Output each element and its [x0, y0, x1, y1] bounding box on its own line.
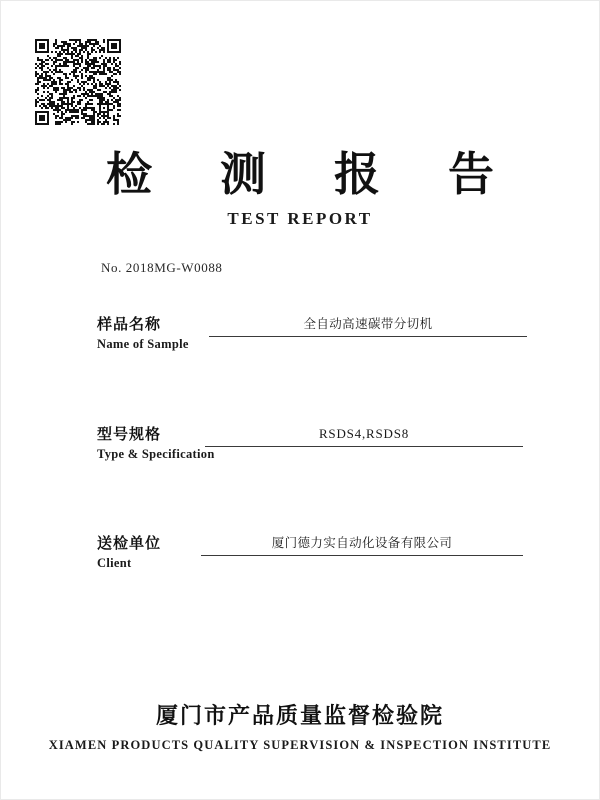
report-number: No. 2018MG-W0088: [101, 260, 223, 275]
title-block: [1, 149, 599, 229]
page-title-cn: 检 测 报 告: [105, 147, 521, 201]
field-label-sample: [97, 314, 209, 352]
field-value-type: RSDS4,RSDS8: [318, 426, 410, 441]
qr-code-icon: [35, 39, 121, 125]
field-row-client: [97, 533, 529, 579]
field-label-sample-en: Name of Sample: [97, 337, 189, 351]
issuer-name-cn: 厦门市产品质量监督检验院: [155, 704, 444, 729]
field-row-type: [97, 424, 529, 470]
footer-block: [1, 699, 599, 753]
field-value-sample-line: [209, 314, 527, 337]
field-label-sample-cn: 样品名称: [97, 315, 162, 333]
page-title-en: TEST REPORT: [227, 208, 373, 228]
field-row-sample: [97, 314, 529, 360]
field-label-type-en: Type & Specification: [97, 447, 215, 461]
field-value-client-line: [201, 533, 523, 556]
field-label-client-cn: 送检单位: [97, 534, 162, 552]
issuer-name-en: XIAMEN PRODUCTS QUALITY SUPERVISION & INSPECTION INSTITUTE: [48, 738, 552, 752]
field-value-type-line: [205, 424, 523, 447]
field-label-type-cn: 型号规格: [97, 425, 162, 443]
field-label-type: [97, 424, 215, 462]
field-value-client: 厦门德力实自动化设备有限公司: [271, 535, 453, 550]
field-label-client: [97, 533, 201, 571]
field-label-client-en: Client: [97, 556, 132, 570]
field-value-sample: 全自动高速碳带分切机: [303, 316, 433, 331]
qr-code-canvas: [35, 39, 121, 125]
